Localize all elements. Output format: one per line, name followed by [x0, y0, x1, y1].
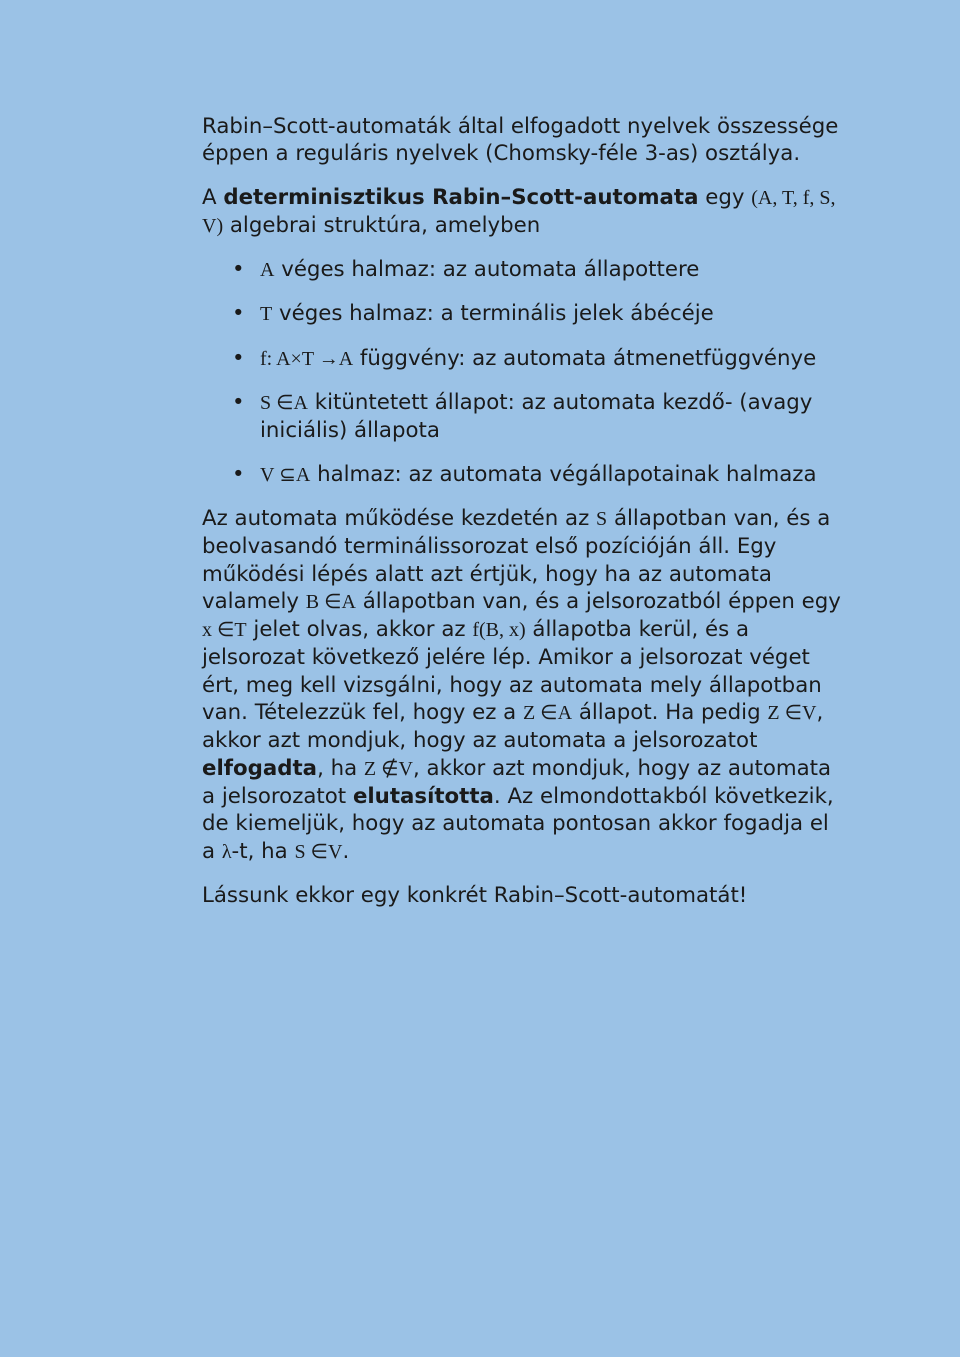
math-symbol: S ∈V [294, 840, 343, 863]
item-text: halmaz: az automata végállapotainak halmaza [310, 461, 817, 487]
closing-paragraph: Lássunk ekkor egy konkrét Rabin–Scott-automatát! [202, 882, 748, 908]
text-run: állapotba kerül, és a jelsorozat következő jelére lép. Amikor a jelsorozat véget ért, meg kell vizsgálni, hogy az automata mely állapotban van. Tételezzük fel, hogy ez a [202, 617, 822, 726]
math-symbol: B ∈A [305, 590, 356, 613]
text-run: , akkor azt mondjuk, hogy az automata a jelsorozatot [202, 700, 824, 754]
bullet-icon: • [232, 257, 245, 283]
list-item [202, 345, 842, 373]
list-item [202, 461, 842, 489]
component-list [202, 256, 842, 489]
bold-term: elfogadta [202, 755, 318, 781]
item-text: függvény: az automata átmenetfüggvénye [353, 345, 817, 371]
math-symbol: f: A×T →A [260, 347, 354, 370]
math-symbol: x ∈T [202, 619, 247, 642]
math-symbol: S ∈A [260, 392, 308, 415]
list-item [202, 256, 842, 284]
definition-text: A [202, 184, 224, 210]
list-item [202, 300, 842, 328]
item-text: véges halmaz: a terminális jelek ábécéje [272, 301, 714, 327]
bold-term: elutasította [352, 783, 494, 809]
bullet-icon: • [232, 345, 245, 371]
bullet-icon: • [232, 301, 245, 327]
definition-paragraph [202, 184, 842, 241]
bullet-icon: • [232, 390, 245, 416]
text-run: Az automata működése kezdetén az [202, 505, 597, 531]
structure-tuple: (A, T, f, S, V) [202, 186, 836, 237]
math-symbol: A [260, 259, 275, 282]
bullet-icon: • [232, 461, 245, 487]
item-text: kitüntetett állapot: az automata kezdő- (avagy iniciális) állapota [260, 390, 813, 444]
text-run: , akkor azt mondjuk, hogy az automata a jelsorozatot [202, 755, 832, 809]
math-symbol: T [260, 303, 273, 326]
operation-paragraph [202, 505, 842, 866]
math-symbol: V ⊆A [260, 463, 311, 486]
document-page [202, 113, 842, 909]
math-symbol: f(B, x) [472, 619, 526, 642]
text-run: , ha [317, 755, 364, 781]
text-run: állapot. Ha pedig [572, 700, 768, 726]
text-run: állapotban van, és a jelsorozatból éppen egy [355, 588, 841, 614]
text-run: állapotban van, és a beolvasandó terminálissorozat első pozícióján áll. Egy működési lépés alatt azt értjük, hogy ha az automata valamely [202, 505, 831, 614]
math-symbol: S [596, 507, 608, 530]
text-run: . [342, 838, 350, 864]
definition-text: algebrai struktúra, amelyben [223, 212, 541, 238]
math-symbol: Z ∉V [363, 757, 414, 780]
math-symbol: λ [221, 840, 232, 863]
definition-text: egy [698, 184, 752, 210]
item-text: véges halmaz: az automata állapottere [274, 257, 700, 283]
math-symbol: Z ∈V [767, 702, 817, 725]
definition-term: determinisztikus Rabin–Scott-automata [223, 184, 699, 210]
intro-paragraph: Rabin–Scott-automaták által elfogadott nyelvek összessége éppen a reguláris nyelvek (Chomsky-féle 3-as) osztálya. [202, 114, 839, 167]
list-item [202, 389, 842, 445]
math-symbol: Z ∈A [522, 702, 573, 725]
text-run: -t, ha [231, 838, 295, 864]
text-run: jelet olvas, akkor az [246, 617, 473, 643]
text-run: . Az elmondottakból következik, de kiemeljük, hogy az automata pontosan akkor fogadja el a [202, 783, 834, 864]
